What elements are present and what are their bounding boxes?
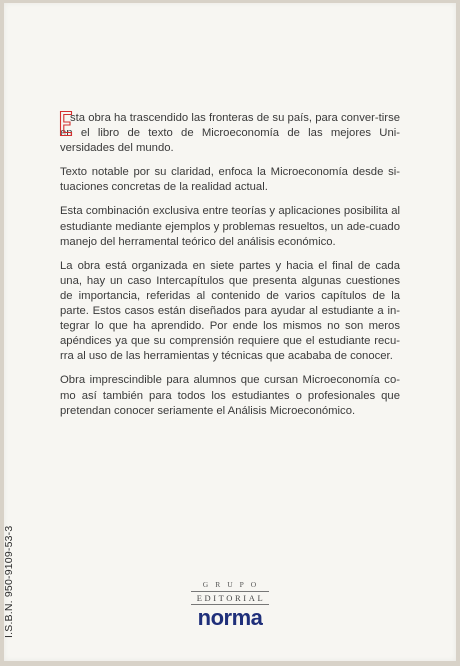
isbn-number: I.S.B.N. 950-9109-53-3 bbox=[3, 525, 15, 638]
logo-divider bbox=[191, 591, 269, 592]
description-text bbox=[60, 111, 400, 428]
logo-editorial-text: EDITORIAL bbox=[196, 593, 266, 603]
logo-norma-text: norma bbox=[197, 605, 263, 630]
paragraph-2: Texto notable por su claridad, enfoca la Microeconomía desde si-tuaciones concretas de la realidad actual. bbox=[60, 166, 400, 194]
paragraph-3: Esta combinación exclusiva entre teorías y aplicaciones posibilita al estudiante mediante ejemplos y problemas resueltos, un ade-cuado manejo del herramental teórico del análisis económico. bbox=[60, 205, 400, 248]
paragraph-5: Obra imprescindible para alumnos que cursan Microeconomía co-mo así también para todos los estudiantes o profesionales que pretendan conocer seriamente el Análisis Microeconómico. bbox=[60, 374, 400, 417]
publisher-logo bbox=[188, 580, 272, 632]
logo-grupo-text: GRUPO bbox=[202, 580, 264, 589]
dropcap-e-icon bbox=[59, 110, 73, 137]
paragraph-1-text: sta obra ha trascendido las fronteras de su país, para conver-tirse en el libro de texto de Microeconomía de las mejores Uni-versidades del mundo. bbox=[60, 112, 400, 155]
paragraph-1 bbox=[60, 111, 400, 156]
paragraph-4: La obra está organizada en siete partes y hacia el final de cada una, hay un caso Intercapítulos que presenta algunas cuestiones de importancia, referidas al contenido de varios capítulos de la parte. Estos casos están diseñados para ayudar al estudiante a in-tegrar lo que ha aprendido. Por ende los mismos no son meros apéndices ya que su comprensión requiere que el estudiante recu-rra al uso de las herramientas y técnicas que acababa de conocer. bbox=[60, 259, 400, 363]
